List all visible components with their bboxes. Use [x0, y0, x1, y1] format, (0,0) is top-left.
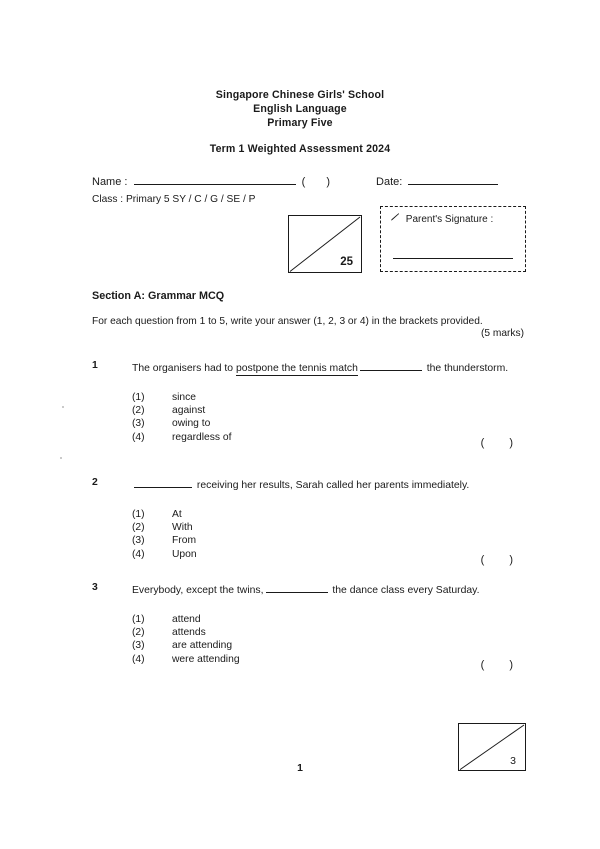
answer-brackets[interactable]: ( ) — [480, 553, 524, 566]
marks-box-top — [288, 215, 362, 273]
option-text: were attending — [172, 653, 240, 665]
question-number: 2 — [92, 477, 98, 488]
option-text: against — [172, 404, 206, 416]
name-label: Name : — [92, 176, 128, 188]
option-text: since — [172, 391, 197, 403]
class-row — [92, 194, 255, 205]
question-stem — [132, 360, 524, 377]
option-number: (3) — [132, 418, 145, 430]
page-number: 1 — [297, 763, 303, 774]
option-text: are attending — [172, 640, 233, 652]
signature-label-row — [389, 212, 493, 226]
question-number: 1 — [92, 360, 98, 371]
option-item[interactable] — [132, 534, 524, 547]
option-item[interactable] — [132, 431, 524, 444]
option-number: (1) — [132, 508, 145, 520]
question-stem — [132, 477, 524, 494]
name-row — [92, 173, 501, 188]
option-number: (1) — [132, 391, 145, 403]
option-text: regardless of — [172, 431, 232, 443]
question-stem — [132, 582, 524, 599]
subject-name: English Language — [253, 103, 347, 116]
option-item[interactable] — [132, 417, 524, 430]
total-marks: 25 — [340, 256, 353, 268]
scan-speck — [62, 406, 64, 408]
answer-blank[interactable] — [266, 582, 328, 593]
level-name: Primary Five — [267, 117, 333, 130]
option-number: (4) — [132, 431, 145, 443]
signature-label: Parent's Signature : — [405, 214, 494, 225]
option-text: From — [172, 535, 197, 547]
class-value[interactable]: Primary 5 SY / C / G / SE / P — [125, 194, 256, 205]
option-number: (4) — [132, 548, 145, 560]
option-item[interactable] — [132, 521, 524, 534]
option-item[interactable] — [132, 404, 524, 417]
option-item[interactable] — [132, 391, 524, 404]
parents-signature-box[interactable] — [380, 206, 526, 272]
option-item[interactable] — [132, 639, 524, 652]
option-item[interactable] — [132, 613, 524, 626]
option-number: (2) — [132, 404, 145, 416]
school-name: Singapore Chinese Girls' School — [215, 89, 385, 101]
stem-after: the thunderstorm. — [423, 363, 509, 374]
class-label: Class : — [92, 194, 124, 205]
school-header — [0, 88, 600, 131]
option-list — [132, 391, 524, 449]
option-text: owing to — [172, 418, 211, 430]
stem-before: Everybody, except the twins, — [132, 585, 264, 596]
question-2 — [92, 477, 524, 566]
option-number: (2) — [132, 521, 145, 533]
stem-before: The organisers had to — [132, 363, 236, 374]
pen-icon — [389, 212, 400, 226]
question-1 — [92, 360, 524, 449]
name-input-line[interactable] — [134, 173, 296, 185]
date-input-line[interactable] — [408, 173, 498, 185]
option-text: With — [172, 521, 193, 533]
option-text: attends — [172, 626, 206, 638]
option-number: (3) — [132, 535, 145, 547]
question-3 — [92, 582, 524, 671]
option-text: Upon — [172, 548, 197, 560]
answer-blank[interactable] — [360, 360, 422, 371]
option-text: At — [172, 508, 182, 520]
option-number: (2) — [132, 626, 145, 638]
option-list — [132, 613, 524, 671]
option-number: (3) — [132, 640, 145, 652]
index-number-brackets[interactable]: ( ) — [301, 176, 339, 188]
signature-input-line[interactable] — [393, 258, 513, 259]
stem-underlined: postpone the tennis match — [235, 363, 358, 374]
section-marks-total: 3 — [510, 755, 516, 767]
option-text: attend — [172, 613, 201, 625]
option-item[interactable] — [132, 626, 524, 639]
exam-title: Term 1 Weighted Assessment 2024 — [209, 143, 391, 155]
answer-brackets[interactable]: ( ) — [480, 436, 524, 449]
section-instructions: For each question from 1 to 5, write your answer (1, 2, 3 or 4) in the brackets provided. — [92, 316, 483, 327]
stem-after: receiving her results, Sarah called her parents immediately. — [194, 480, 470, 491]
date-label: Date: — [376, 176, 403, 188]
answer-brackets[interactable]: ( ) — [480, 658, 524, 671]
option-list — [132, 508, 524, 566]
section-heading: Section A: Grammar MCQ — [92, 290, 225, 302]
option-item[interactable] — [132, 508, 524, 521]
question-number: 3 — [92, 582, 98, 593]
option-number: (1) — [132, 613, 145, 625]
scan-speck — [60, 457, 62, 459]
option-number: (4) — [132, 653, 145, 665]
stem-after: the dance class every Saturday. — [329, 585, 480, 596]
answer-blank[interactable] — [134, 477, 192, 488]
option-item[interactable] — [132, 548, 524, 561]
option-item[interactable] — [132, 653, 524, 666]
section-marks: (5 marks) — [480, 328, 524, 339]
